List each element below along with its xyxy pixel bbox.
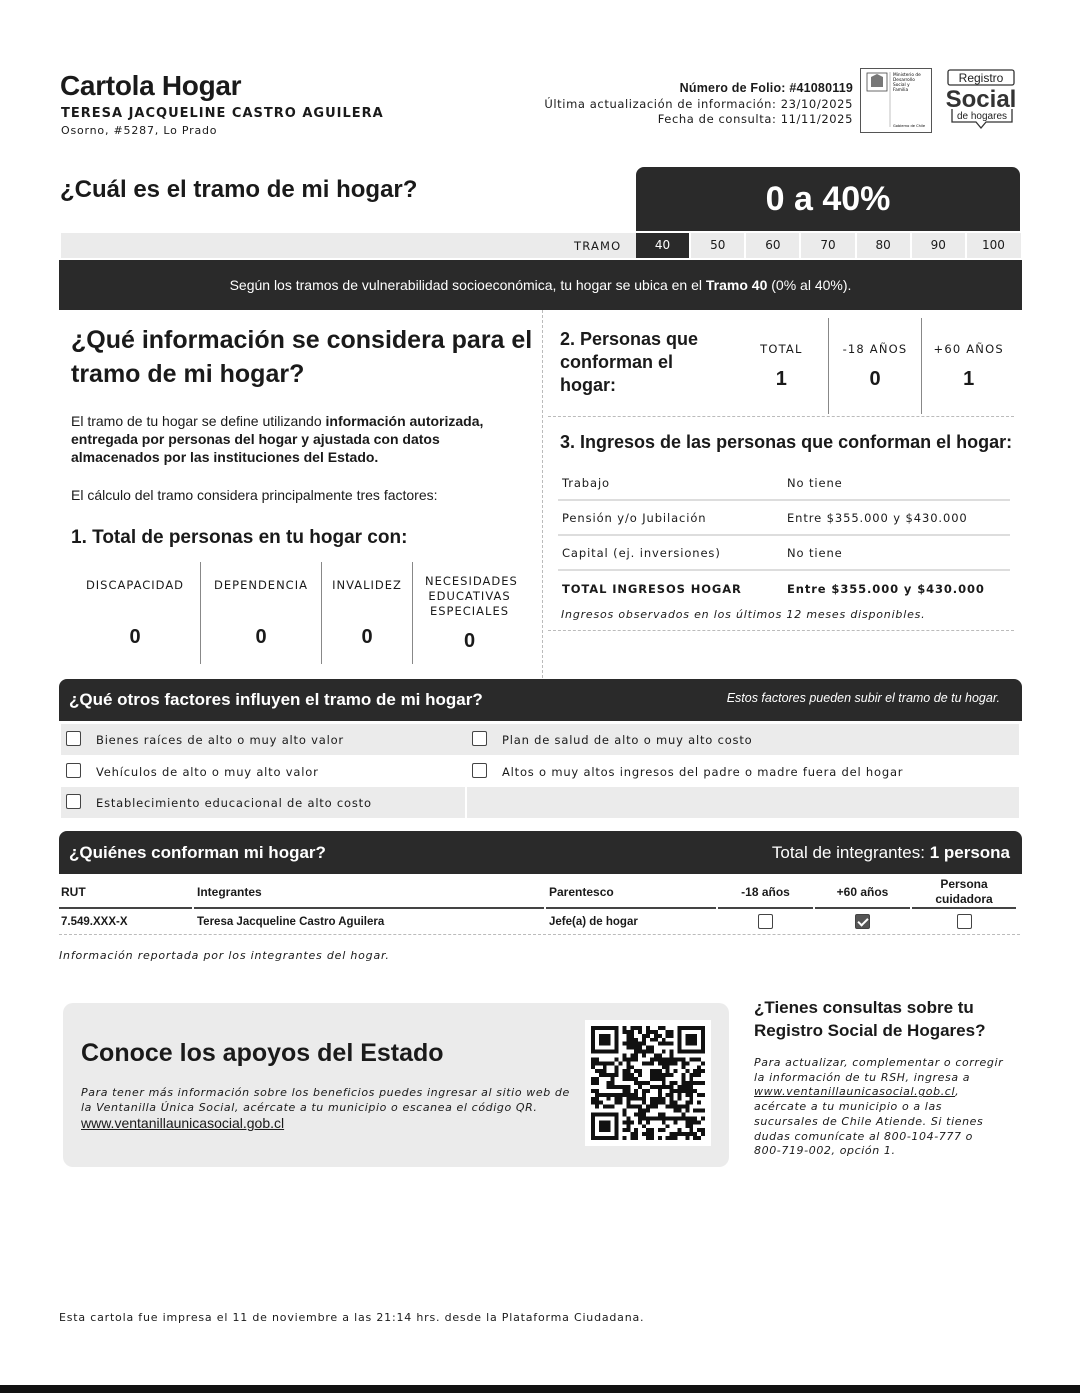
tramo-scale-cell: 80 (855, 233, 910, 258)
consultas-text (754, 1056, 1004, 1159)
factor-separator (465, 787, 467, 818)
condition-dependencia (200, 562, 321, 664)
gov-logo-line: Desarrollo (893, 78, 915, 83)
member-rut: 7.549.XXX-X (61, 915, 128, 928)
column-header-integrantes: Integrantes (194, 876, 544, 909)
factor-label: Establecimiento educacional de alto costo (96, 796, 372, 810)
income-label: Pensión y/o Jubilación (562, 510, 707, 525)
column-divider (542, 310, 543, 678)
persons-label: -18 AÑOS (842, 342, 908, 356)
rsh-logo-main: Social (945, 86, 1017, 113)
income-total-label: TOTAL INGRESOS HOGAR (562, 581, 742, 596)
condition-label: DISCAPACIDAD (85, 578, 185, 592)
rsh-logo (940, 68, 1020, 136)
gov-ministry-logo (860, 68, 932, 133)
income-value: No tiene (787, 545, 843, 560)
quienes-title: ¿Quiénes conforman mi hogar? (69, 843, 326, 862)
under18-checkbox[interactable] (758, 914, 773, 929)
section-heading-personas: 2. Personas que conforman el hogar: (560, 329, 699, 395)
rsh-logo-top: Registro (958, 71, 1004, 85)
income-table (558, 466, 1010, 606)
tramo-question: ¿Cuál es el tramo de mi hogar? (60, 176, 418, 203)
persons-table (735, 318, 1015, 414)
consultas-link[interactable]: www.ventanillaunicasocial.gob.cl (754, 1085, 956, 1099)
otros-factores-title: ¿Qué otros factores influyen el tramo de mi hogar? (69, 690, 483, 709)
income-row (558, 536, 1010, 571)
caregiver-checkbox[interactable] (957, 914, 972, 929)
condition-value: 0 (129, 626, 141, 648)
bottom-strip (0, 1385, 1080, 1393)
tramo-scale (636, 233, 1020, 258)
info-paragraph (71, 412, 531, 466)
otros-factores-note: Estos factores pueden subir el tramo de tu hogar. (726, 691, 1000, 705)
tramo-scale-cell: 60 (744, 233, 799, 258)
income-label: Capital (ej. inversiones) (562, 545, 721, 560)
gov-logo-line: Social y (893, 83, 910, 88)
holder-name: TERESA JACQUELINE CASTRO AGUILERA (61, 106, 384, 121)
otros-factores-header (59, 679, 1022, 721)
column-header-cuidadora: Persona cuidadora (912, 876, 1016, 909)
quienes-header (59, 831, 1022, 874)
persons-over60 (921, 318, 1015, 414)
consultas-text-suffix: , acércate a tu municipio o a las sucursales de Chile Atiende. Si tienes dudas comunícate al 800-104-777 o 800-719-002, opción 1. (754, 1085, 984, 1158)
income-row (558, 466, 1010, 501)
factor-label: Plan de salud de alto o muy alto costo (502, 733, 753, 747)
apoyos-text: Para tener más información sobre los beneficios puedes ingresar al sitio web de la Ventanilla Única Social, acércate a tu municipio o escanea el código QR. (81, 1086, 570, 1114)
factor-checkbox[interactable] (66, 763, 81, 778)
info-title: ¿Qué información se considera para el tramo de mi hogar? (71, 326, 533, 388)
factor-label: Altos o muy altos ingresos del padre o madre fuera del hogar (502, 765, 904, 779)
members-header-row (59, 876, 1020, 909)
tramo-value: 0 a 40% (636, 167, 1020, 231)
consultas-text-prefix: Para actualizar, complementar o corregir la información de tu RSH, ingresa a (754, 1056, 1004, 1084)
gov-logo-footer: Gobierno de Chile (893, 124, 926, 128)
info-factors-intro: El cálculo del tramo considera principalmente tres factores: (71, 487, 438, 503)
condition-discapacidad (70, 562, 200, 664)
condition-label: DEPENDENCIA (214, 578, 308, 592)
persons-value: 1 (963, 368, 975, 390)
condition-label: NECESIDADES EDUCATIVAS ESPECIALES (425, 574, 518, 618)
member-name: Teresa Jacqueline Castro Aguilera (197, 915, 385, 928)
condition-invalidez (321, 562, 412, 664)
persons-label: TOTAL (760, 342, 803, 356)
factor-checkbox[interactable] (66, 731, 81, 746)
table-row (59, 909, 1020, 935)
factor-row (61, 756, 1019, 787)
page-title: Cartola Hogar (60, 70, 242, 101)
factor-label: Bienes raíces de alto o muy alto valor (96, 733, 344, 747)
member-relation: Jefe(a) de hogar (549, 915, 638, 928)
members-note: Información reportada por los integrantes del hogar. (59, 949, 390, 962)
quienes-total-label: Total de integrantes: (771, 843, 930, 862)
condition-value: 0 (361, 626, 373, 648)
tramo-scale-cell: 50 (689, 233, 744, 258)
income-total-row (558, 571, 1010, 606)
condition-label: INVALIDEZ (332, 578, 402, 592)
query-date: Fecha de consulta: 11/11/2025 (657, 112, 853, 126)
factor-checkbox[interactable] (472, 731, 487, 746)
income-label: Trabajo (562, 475, 610, 490)
condition-value: 0 (463, 630, 476, 652)
dashed-divider (548, 630, 1014, 631)
persons-label: +60 AÑOS (933, 342, 1004, 356)
section-heading-personas-con: 1. Total de personas en tu hogar con: (71, 527, 408, 548)
footer-note: Esta cartola fue impresa el 11 de noviembre a las 21:14 hrs. desde la Plataforma Ciudadana. (59, 1311, 645, 1324)
info-paragraph-bold: información autorizada, entregada por personas del hogar y ajustada con datos almacenados por las instituciones del Estado. (71, 413, 484, 465)
factor-row (61, 724, 1019, 755)
factor-row (61, 787, 1019, 818)
income-value: No tiene (787, 475, 843, 490)
condition-value: 0 (255, 626, 267, 648)
rsh-logo-bottom: de hogares (956, 111, 1008, 122)
section-heading-ingresos: 3. Ingresos de las personas que conforman el hogar: (560, 432, 1013, 452)
apoyos-link[interactable]: www.ventanillaunicasocial.gob.cl (81, 1115, 285, 1131)
last-update: Última actualización de información: 23/10/2025 (544, 96, 853, 111)
tramo-banner-bold: Tramo 40 (705, 277, 768, 293)
persons-value: 1 (775, 368, 787, 390)
column-header-rut: RUT (59, 876, 192, 909)
folio-number: Número de Folio: #41080119 (679, 81, 853, 95)
apoyos-title: Conoce los apoyos del Estado (81, 1039, 444, 1067)
income-total-value: Entre $355.000 y $430.000 (787, 581, 985, 596)
quienes-total (772, 843, 1010, 863)
factor-checkbox[interactable] (66, 794, 81, 809)
apoyos-box (63, 1003, 729, 1167)
over60-checkbox[interactable] (855, 914, 870, 929)
column-header-under18: -18 años (718, 876, 813, 909)
document-meta (544, 81, 853, 128)
column-header-over60: +60 años (815, 876, 910, 909)
conditions-table (70, 562, 526, 664)
qr-code[interactable] (585, 1020, 711, 1146)
condition-nee (412, 562, 526, 664)
holder-address: Osorno, #5287, Lo Prado (61, 124, 218, 137)
factor-checkbox[interactable] (472, 763, 487, 778)
tramo-banner-text: Según los tramos de vulnerabilidad socioeconómica, tu hogar se ubica en el (229, 277, 706, 293)
consultas-title: ¿Tienes consultas sobre tu Registro Social de Hogares? (754, 998, 986, 1040)
tramo-scale-cell-active: 40 (636, 233, 689, 258)
info-paragraph-text: El tramo de tu hogar se define utilizando (71, 413, 326, 429)
tramo-label: TRAMO (574, 239, 622, 253)
tramo-scale-cell: 90 (910, 233, 965, 258)
gov-logo-line: Ministerio de (893, 73, 921, 78)
income-value: Entre $355.000 y $430.000 (787, 510, 968, 525)
qr-code-graphic (591, 1026, 705, 1140)
tramo-scale-cell: 70 (799, 233, 854, 258)
gov-logo-line: Familia (893, 88, 909, 93)
income-row (558, 501, 1010, 536)
column-header-parentesco: Parentesco (546, 876, 716, 909)
factor-label: Vehículos de alto o muy alto valor (96, 765, 319, 779)
income-note: Ingresos observados en los últimos 12 meses disponibles. (561, 608, 926, 621)
tramo-banner (59, 260, 1022, 310)
tramo-banner-suffix: (0% al 40%). (767, 277, 852, 293)
persons-under18 (828, 318, 922, 414)
dashed-divider (548, 416, 1014, 417)
tramo-scale-cell: 100 (965, 233, 1020, 258)
members-table (59, 876, 1020, 935)
persons-total (735, 318, 828, 414)
persons-value: 0 (869, 368, 881, 390)
quienes-total-value: 1 persona (929, 843, 1010, 862)
